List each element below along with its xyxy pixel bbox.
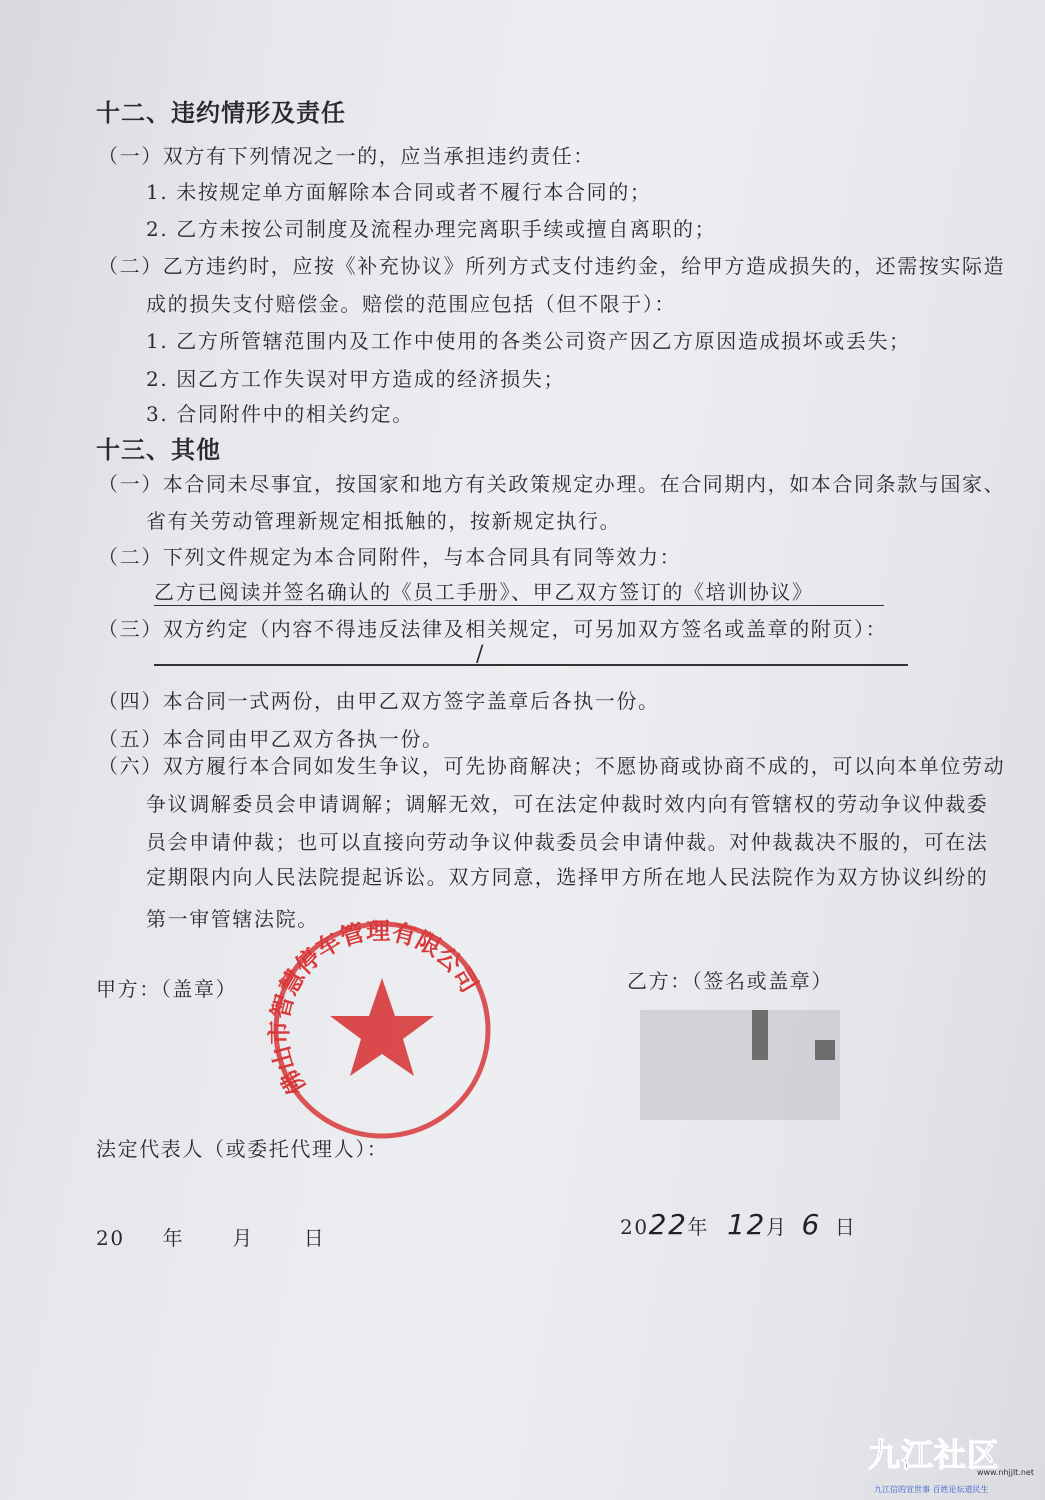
clause-13-6: （六）双方履行本合同如发生争议，可先协商解决；不愿协商或协商不成的，可以向本单位劳动 xyxy=(98,754,1006,778)
clause-12-2-cont: 成的损失支付赔偿金。赔偿的范围应包括（但不限于）： xyxy=(146,292,676,316)
watermark-slogan: 九江信的宣世事 百姓论坛道民生 xyxy=(874,1485,989,1494)
agreement-fill-line xyxy=(154,664,908,666)
watermark-logo xyxy=(868,1430,1038,1498)
date-prefix: 20 xyxy=(620,1215,649,1239)
company-seal xyxy=(262,918,502,1143)
clause-13-6-cont: 争议调解委员会申请调解；调解无效，可在法定仲裁时效内向有管辖权的劳动争议仲裁委 xyxy=(146,792,989,816)
clause-12-2-item: 3. 合同附件中的相关约定。 xyxy=(146,402,414,426)
section-13-title: 十三、其他 xyxy=(96,436,221,464)
clause-13-1: （一）本合同未尽事宜，按国家和地方有关政策规定办理。在合同期内，如本合同条款与国家、 xyxy=(98,472,1006,496)
clause-12-2-item: 2. 因乙方工作失误对甲方造成的经济损失； xyxy=(146,367,566,391)
day-label: 日 xyxy=(303,1226,326,1250)
clause-12-1: （一）双方有下列情况之一的，应当承担违约责任： xyxy=(98,144,595,168)
clause-13-3: （三）双方约定（内容不得违反法律及相关规定，可另加双方签名或盖章的附页）： xyxy=(98,617,888,641)
clause-12-2: （二）乙方违约时，应按《补充协议》所列方式支付违约金，给甲方造成损失的，还需按实际造 xyxy=(98,254,1006,278)
redacted-signature xyxy=(815,1040,835,1060)
watermark-logo-text: 九江社区 xyxy=(868,1436,1001,1474)
representative-label: 法定代表人（或委托代理人）： xyxy=(96,1137,389,1161)
clause-13-6-cont: 员会申请仲裁；也可以直接向劳动争议仲裁委员会申请仲裁。对仲裁裁决不服的，可在法 xyxy=(146,830,989,854)
date-party-b xyxy=(620,1208,857,1241)
month-label: 月 xyxy=(765,1215,788,1239)
day-label: 日 xyxy=(834,1215,857,1239)
clause-12-2-item: 1. 乙方所管辖范围内及工作中使用的各类公司资产因乙方原因造成损坏或丢失； xyxy=(146,329,911,353)
clause-13-2: （二）下列文件规定为本合同附件，与本合同具有同等效力： xyxy=(98,545,682,569)
party-b-label: 乙方：（签名或盖章） xyxy=(627,969,833,993)
clause-12-1-item: 1. 未按规定单方面解除本合同或者不履行本合同的； xyxy=(146,180,652,204)
seal-text: 佛山市智慧停车管理有限公司 xyxy=(265,918,484,1100)
clause-13-6-cont: 第一审管辖法院。 xyxy=(146,907,319,931)
star-icon xyxy=(330,978,434,1076)
redacted-signature xyxy=(640,1010,840,1120)
party-a-label: 甲方：（盖章） xyxy=(96,977,238,1001)
clause-13-1-cont: 省有关劳动管理新规定相抵触的，按新规定执行。 xyxy=(146,509,622,533)
year-label: 年 xyxy=(687,1215,710,1239)
year-label: 年 xyxy=(162,1226,185,1250)
clause-13-6-cont: 定期限内向人民法院提起诉讼。双方同意，选择甲方所在地人民法院作为双方协议纠纷的 xyxy=(146,865,989,889)
handwritten-day: 6 xyxy=(801,1208,821,1241)
date-party-a xyxy=(96,1222,325,1251)
date-prefix: 20 xyxy=(96,1226,125,1250)
clause-13-5: （五）本合同由甲乙双方各执一份。 xyxy=(98,727,444,751)
redacted-signature xyxy=(752,1010,768,1060)
clause-12-1-item: 2. 乙方未按公司制度及流程办理完离职手续或擅自离职的； xyxy=(146,217,717,241)
handwritten-month: 12 xyxy=(727,1208,766,1241)
section-12-title: 十二、违约情形及责任 xyxy=(96,99,346,127)
attachments-fill: 乙方已阅读并签名确认的《员工手册》、甲乙双方签订的《培训协议》 xyxy=(154,576,884,606)
handwritten-year: 22 xyxy=(648,1208,688,1241)
agreement-fill: / xyxy=(476,642,486,667)
month-label: 月 xyxy=(232,1226,254,1250)
watermark-url: www.nhjjlt.net xyxy=(976,1468,1034,1477)
clause-13-4: （四）本合同一式两份，由甲乙双方签字盖章后各执一份。 xyxy=(98,689,660,713)
